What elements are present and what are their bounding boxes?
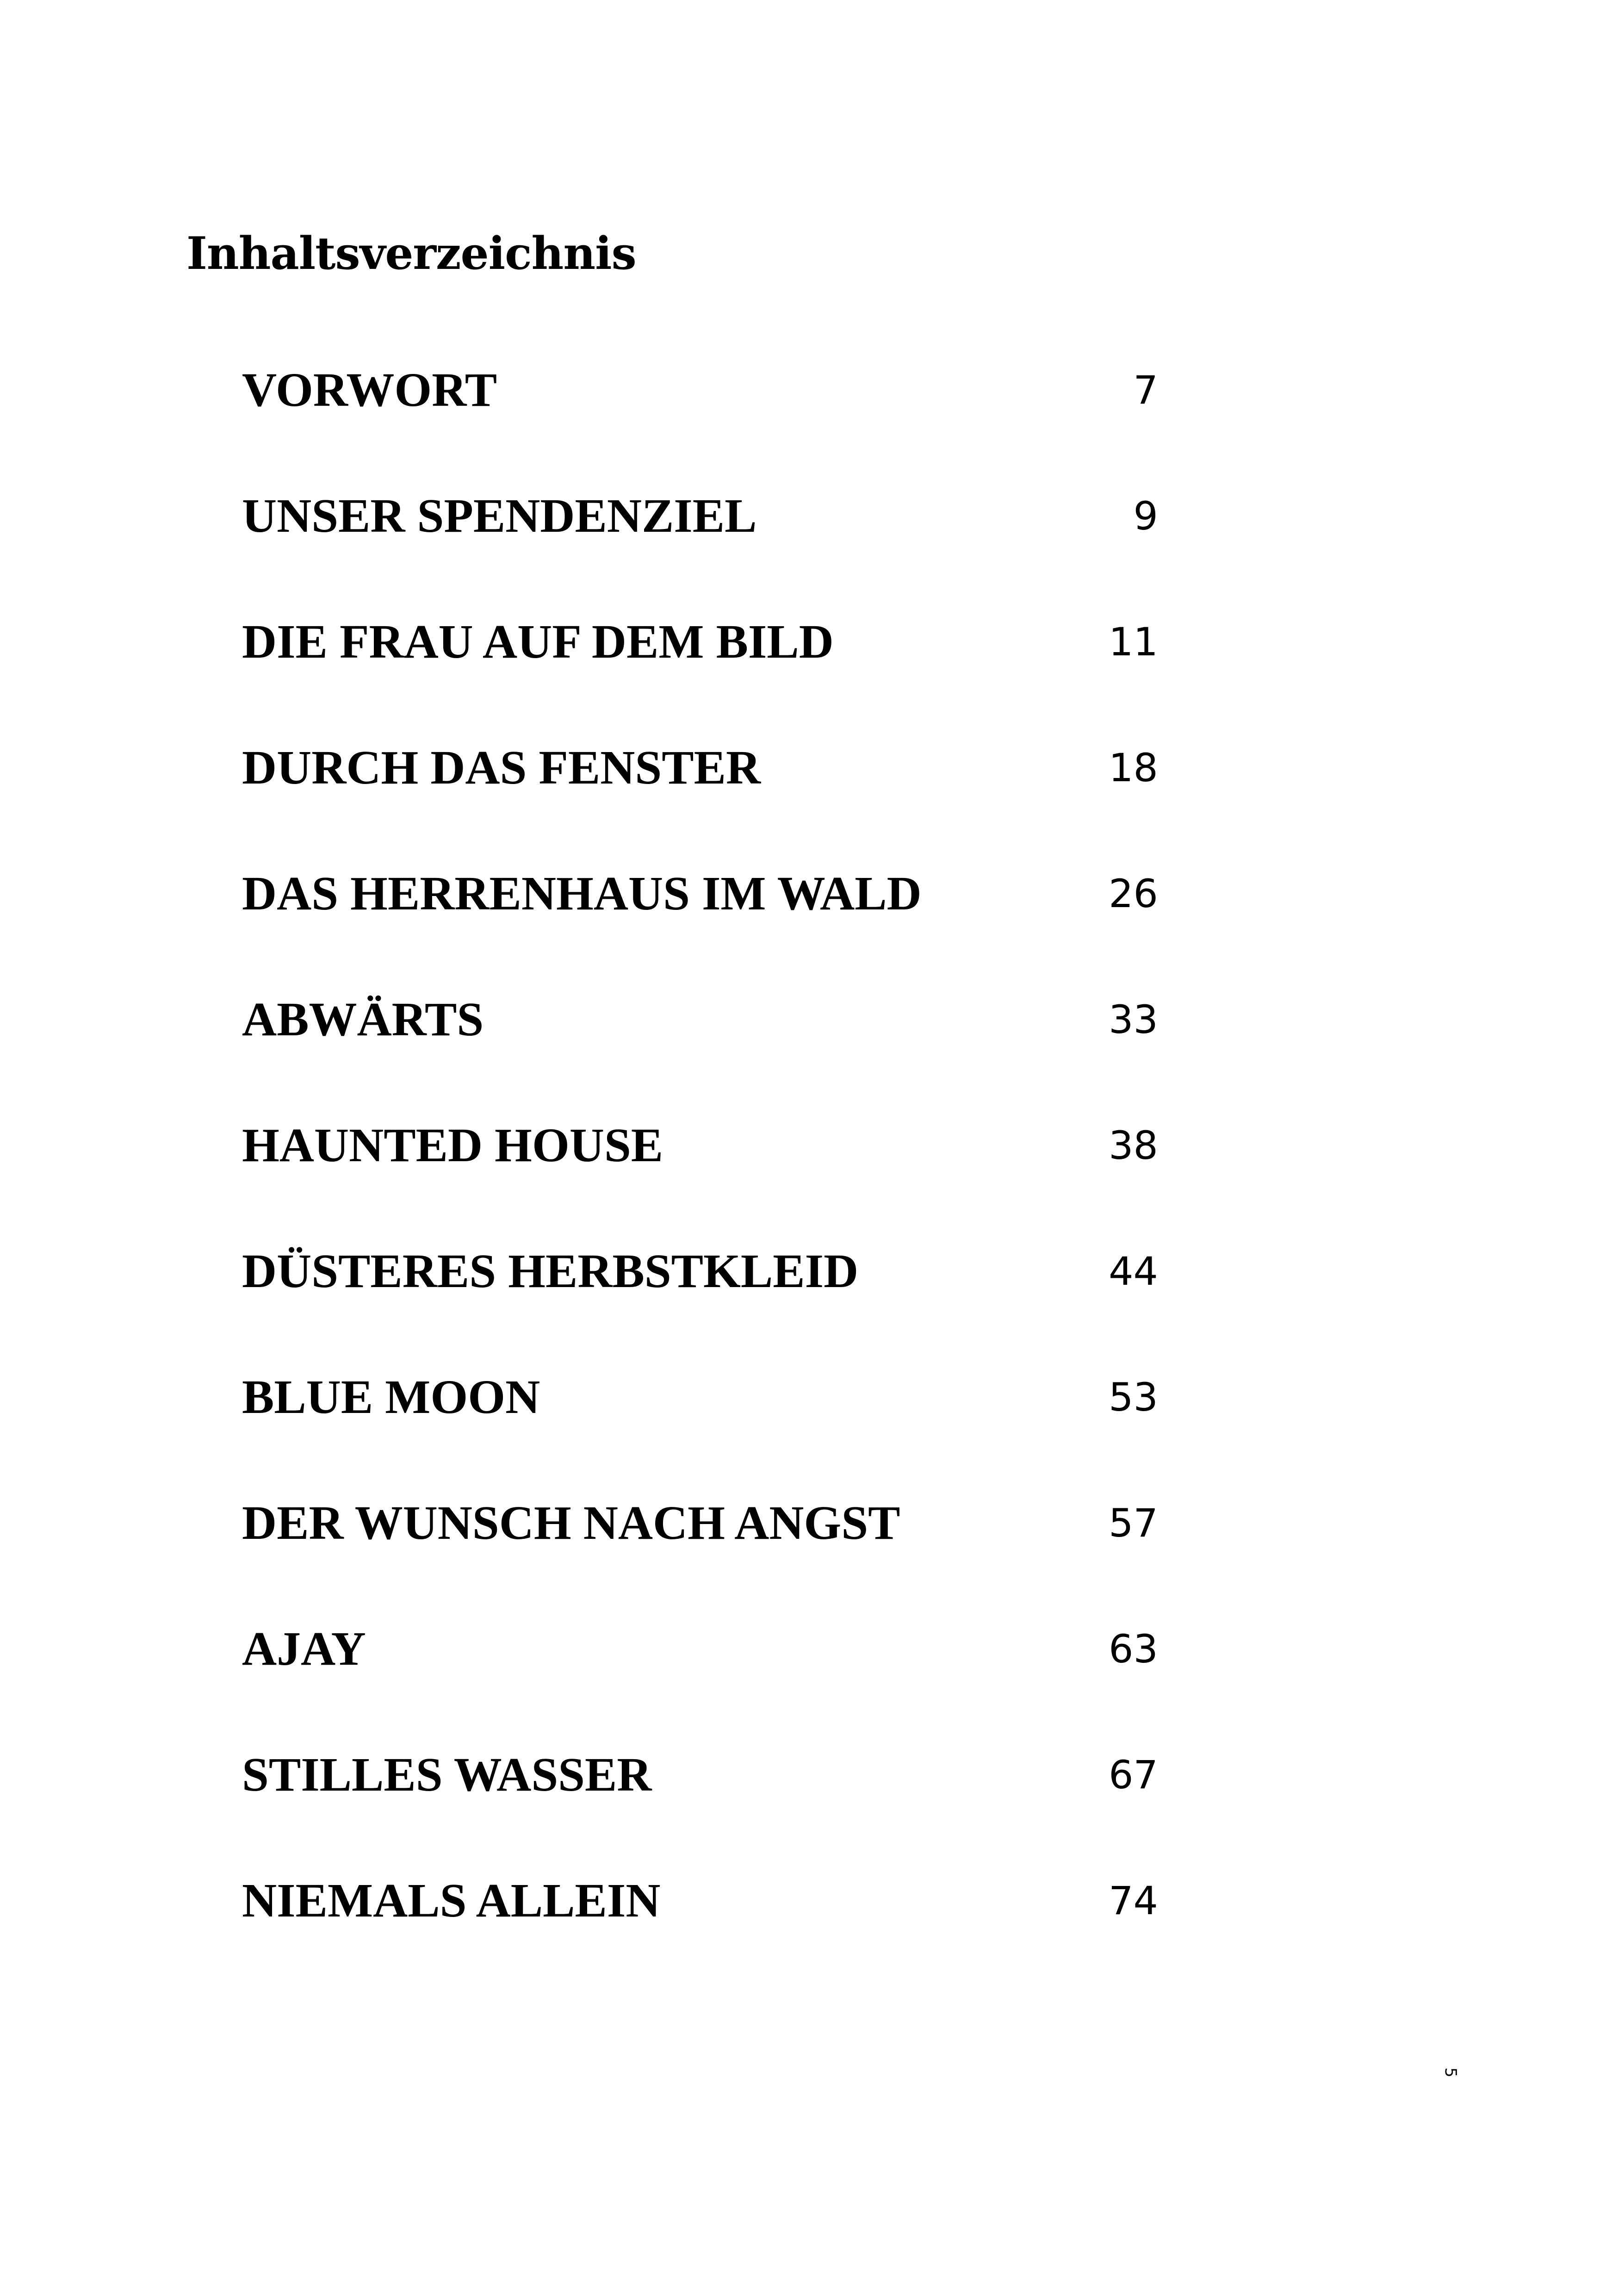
toc-entry-page: 53 [1109,1375,1158,1420]
toc-entry-page: 74 [1109,1878,1158,1923]
toc-entry[interactable] [242,1108,1158,1182]
toc-entry-page: 26 [1109,871,1158,916]
toc-entry-title: NIEMALS ALLEIN [242,1874,661,1927]
toc-entry-title: DÜSTERES HERBSTKLEID [242,1244,859,1298]
toc-entry-page: 38 [1109,1123,1158,1168]
toc-entry[interactable] [242,983,1158,1057]
toc-entry[interactable] [242,1360,1158,1434]
toc-entry-page: 9 [1133,493,1158,539]
toc-entry[interactable] [242,479,1158,553]
toc-entry-title: STILLES WASSER [242,1748,652,1801]
toc-entry-page: 18 [1109,745,1158,790]
toc-entry-page: 67 [1109,1752,1158,1798]
toc-entry-title: HAUNTED HOUSE [242,1119,663,1172]
toc-entry[interactable] [242,605,1158,679]
toc-entry-page: 57 [1109,1500,1158,1546]
toc-entry-title: DAS HERRENHAUS IM WALD [242,867,922,920]
toc-entry-title: AJAY [242,1622,366,1675]
toc-entry-title: DURCH DAS FENSTER [242,741,761,794]
toc-entry[interactable] [242,1234,1158,1308]
toc-entry[interactable] [242,857,1158,931]
toc-entry-title: VORWORT [242,363,497,417]
toc-entry-page: 33 [1109,997,1158,1042]
page-number: 5 [1441,2067,1460,2078]
toc-entry-title: UNSER SPENDENZIEL [242,489,757,542]
toc-entry[interactable] [242,1612,1158,1686]
toc-entry-title: DIE FRAU AUF DEM BILD [242,615,834,668]
toc-entry[interactable] [242,1738,1158,1812]
toc-entry-title: ABWÄRTS [242,993,484,1046]
toc-entry-title: BLUE MOON [242,1370,540,1424]
toc-entry-page: 63 [1109,1626,1158,1672]
toc-entry-page: 7 [1133,367,1158,413]
toc-entry-page: 11 [1109,619,1158,665]
toc-heading: Inhaltsverzeichnis [186,227,636,280]
toc-entry-title: DER WUNSCH NACH ANGST [242,1496,900,1549]
toc-entry[interactable] [242,1864,1158,1938]
toc-entry[interactable] [242,353,1158,427]
toc-entry[interactable] [242,1486,1158,1560]
toc-entry-page: 44 [1109,1249,1158,1294]
toc-entry[interactable] [242,731,1158,805]
